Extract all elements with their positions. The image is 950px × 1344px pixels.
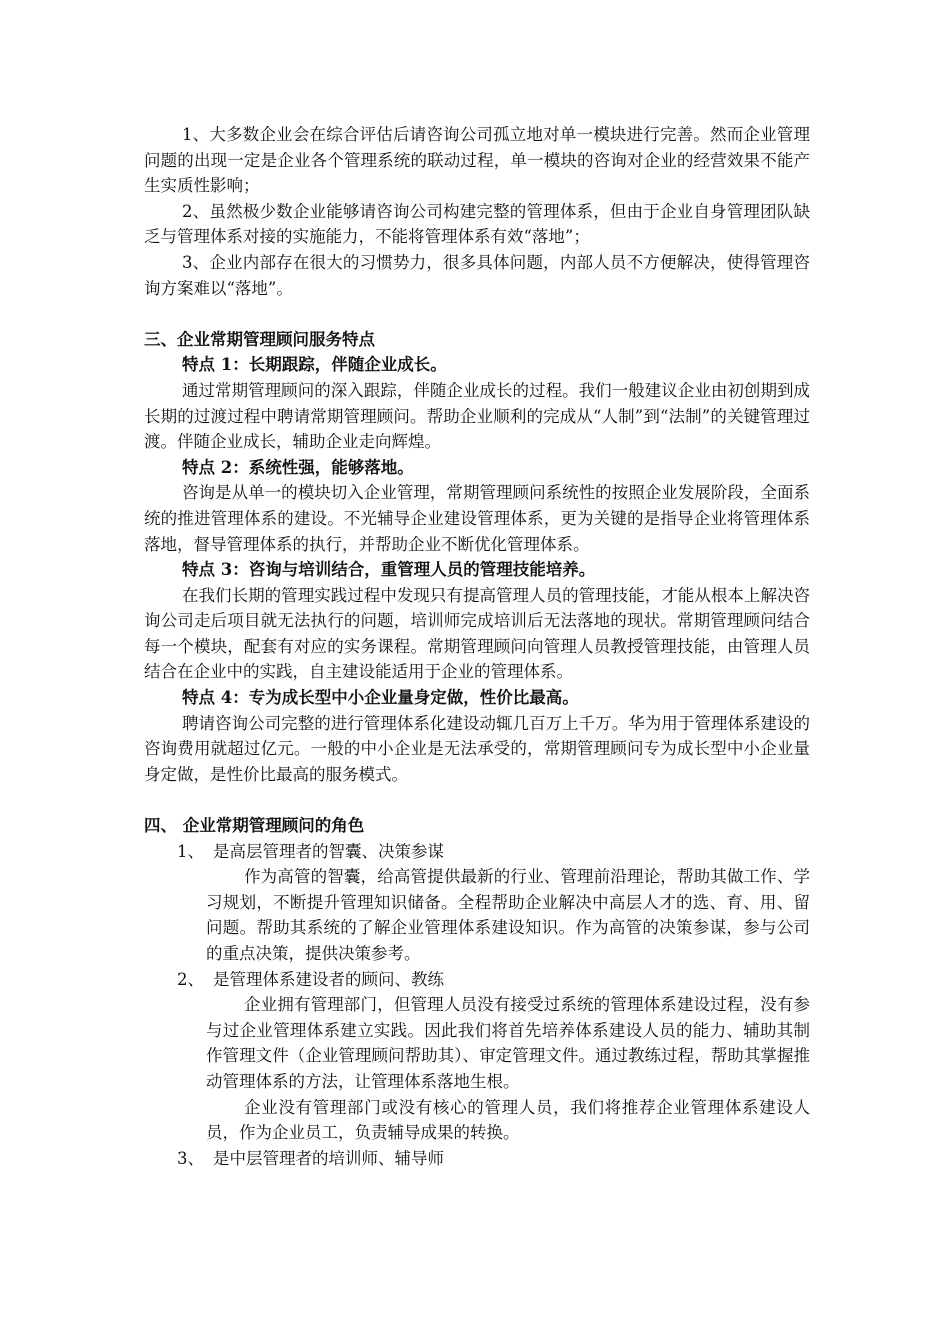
feature-3-title: 特点 3：咨询与培训结合，重管理人员的管理技能培养。 <box>182 560 596 580</box>
blank-line <box>144 301 810 327</box>
role-2-title: 是管理体系建设者的顾问、教练 <box>213 969 444 989</box>
role-2-paragraph-1: 企业拥有管理部门，但管理人员没有接受过系统的管理体系建设过程，没有参与过企业管理体系建立实践。因此我们将首先培养体系建设人员的能力、辅助其制作管理文件（企业管理顾问帮助其）、审定管理文件。通过教练过程，帮助其掌握推动管理体系的方法，让管理体系落地生根。 <box>206 995 810 1091</box>
intro-point-1: 1、大多数企业会在综合评估后请咨询公司孤立地对单一模块进行完善。然而企业管理问题的出现一定是企业各个管理系统的联动过程，单一模块的咨询对企业的经营效果不能产生实质性影响； <box>144 125 810 196</box>
intro-point-3: 3、企业内部存在很大的习惯势力，很多具体问题，内部人员不方便解决，使得管理咨询方案难以“落地”。 <box>144 252 810 298</box>
role-3-title: 是中层管理者的培训师、辅导师 <box>213 1148 444 1168</box>
role-3-number: 3、 <box>177 1148 204 1168</box>
document-body <box>144 122 810 1171</box>
role-1-paragraph: 作为高管的智囊，给高管提供最新的行业、管理前沿理论，帮助其做工作、学习规划，不断提升管理知识储备。全程帮助企业解决中高层人才的选、育、用、留问题。帮助其系统的了解企业管理体系建设知识。作为高管的决策参谋，参与公司的重点决策，提供决策参考。 <box>206 867 810 963</box>
role-3-heading <box>144 1146 810 1172</box>
feature-1-body: 通过常期管理顾问的深入跟踪，伴随企业成长的过程。我们一般建议企业由初创期到成长期的过渡过程中聘请常期管理顾问。帮助企业顺利的完成从“人制”到“法制”的关键管理过渡。伴随企业成长，辅助企业走向辉煌。 <box>144 380 810 452</box>
feature-3-body: 在我们长期的管理实践过程中发现只有提高管理人员的管理技能，才能从根本上解决咨询公司走后项目就无法执行的问题，培训师完成培训后无法落地的现状。常期管理顾问结合每一个模块，配套有对应的实务课程。常期管理顾问向管理人员教授管理技能，由管理人员结合在企业中的实践，自主建设能适用于企业的管理体系。 <box>144 585 810 682</box>
intro-point-2: 2、虽然极少数企业能够请咨询公司构建完整的管理体系，但由于企业自身管理团队缺乏与管理体系对接的实施能力，不能将管理体系有效“落地”； <box>144 201 810 247</box>
feature-4-title: 特点 4：专为成长型中小企业量身定做，性价比最高。 <box>182 688 579 708</box>
blank-line <box>144 787 810 813</box>
section-3-heading: 三、企业常期管理顾问服务特点 <box>144 329 375 349</box>
role-1-number: 1、 <box>177 841 204 861</box>
feature-1-title: 特点 1：长期跟踪，伴随企业成长。 <box>182 355 447 375</box>
role-1-title: 是高层管理者的智囊、决策参谋 <box>213 841 444 861</box>
role-1-heading <box>144 839 810 865</box>
feature-2-body: 咨询是从单一的模块切入企业管理，常期管理顾问系统性的按照企业发展阶段，全面系统的推进管理体系的建设。不光辅导企业建设管理体系，更为关键的是指导企业将管理体系落地，督导管理体系的执行，并帮助企业不断优化管理体系。 <box>144 483 810 554</box>
role-2-paragraph-2: 企业没有管理部门或没有核心的管理人员，我们将推荐企业管理体系建设人员，作为企业员工，负责辅导成果的转换。 <box>206 1097 810 1143</box>
feature-4-body: 聘请咨询公司完整的进行管理体系化建设动辄几百万上千万。华为用于管理体系建设的咨询费用就超过亿元。一般的中小企业是无法承受的，常期管理顾问专为成长型中小企业量身定做，是性价比最高的服务模式。 <box>144 713 810 784</box>
role-2-heading <box>144 967 810 993</box>
role-2-number: 2、 <box>177 969 204 989</box>
feature-2-title: 特点 2：系统性强，能够落地。 <box>182 457 414 477</box>
section-4-heading: 四、 企业常期管理顾问的角色 <box>144 816 365 836</box>
